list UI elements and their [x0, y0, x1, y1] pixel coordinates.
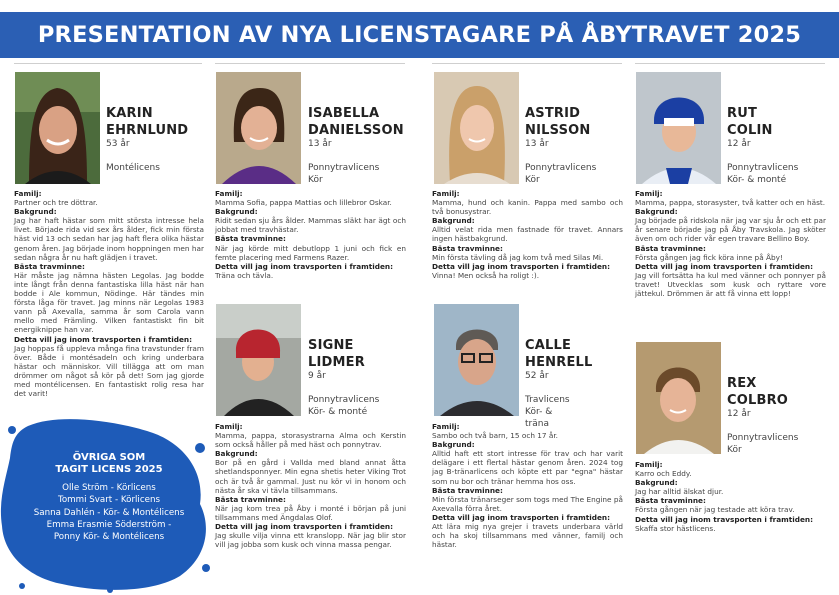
person-bio: Familj: Karro och Eddy. Bakgrund: Jag har alltid älskat djur. Bästa travminne: Första gången när jag testade att köra trav. Detta vill jag inom travsporten i framtiden: Skaffa stor hästlicens.	[635, 460, 814, 533]
list-item: Emma Erasmie Söderström -	[46, 519, 172, 530]
header-banner	[0, 12, 839, 58]
person-name: ISABELLA DANIELSSON	[308, 106, 404, 138]
portrait-photo	[434, 304, 519, 416]
person-info: 53 år Montélicens	[106, 139, 160, 173]
others-title: TAGIT LICENS 2025	[55, 464, 163, 475]
person-name: CALLE HENRELL	[525, 338, 593, 370]
person-info: 12 år Ponnytravlicens Kör	[727, 409, 799, 455]
column-divider	[14, 63, 202, 64]
person-bio: Familj: Mamma, hund och kanin. Pappa med sambo och två bonusystrar. Bakgrund: Alltid velat rida men fastnade för travet. Annars ingen hästbakgrund. Bästa travminne: Min första tävling då jag kom två med Silas Mi. Detta vill jag inom travsporten i framtiden: Vinna! Men också ha roligt :).	[432, 189, 623, 280]
portrait-photo	[636, 72, 721, 184]
portrait-photo	[216, 72, 301, 184]
person-bio: Familj: Mamma, pappa, storasystrarna Alma och Kerstin som också håller på med häst och ponnytrav. Bakgrund: Bor på en gård i Vallda med bland annat åtta shetlandsponnyer. Min egna shetis heter Viking Trot och är två år gammal. Just nu kör vi in honom och nästa år ska vi tävla tillsammans. Bästa travminne: När jag kom trea på Åby i monté i början på juni tillsammans med Ängdalas Olof. Detta vill jag inom travsporten i framtiden: Jag skulle vilja vinna ett kranslopp. När jag blir stor vill jag jobba som kusk och vinna massa pengar.	[215, 422, 406, 550]
page-title: PRESENTATION AV NYA LICENSTAGARE PÅ ÅBYTRAVET 2025	[37, 22, 802, 48]
column-divider	[215, 63, 405, 64]
others-list	[24, 452, 194, 543]
portrait-photo	[636, 342, 721, 454]
person-info: 9 år Ponnytravlicens Kör- & monté	[308, 371, 380, 417]
person-bio: Familj: Mamma, pappa, storasyster, två katter och en häst. Bakgrund: Jag började på ridskola när jag var sju år och ett par år senare började jag på Åby Travskola. Jag sköter även om och rider vår egen travare Bellino Boy. Bästa travminne: Första gången jag fick köra inne på Åby! Detta vill jag inom travsporten i framtiden: Jag vill fortsätta ha kul med vänner och ponnyer på travet! Utvecklas som kusk och ryttare vore jättekul. Drömmen är att få vinna ett lopp!	[635, 189, 826, 299]
person-bio: Familj: Sambo och två barn, 15 och 17 år. Bakgrund: Alltid haft ett stort intresse för trav och har varit delägare i ett flertal hästar genom åren. 2024 tog jag B-tränarlicens och köpte ett par "egna" hästar som nu bor och tränar hemma hos oss. Bästa travminne: Min första tränarseger som togs med The Engine på Axevalla förra året. Detta vill jag inom travsporten i framtiden: Att lära mig nya grejer i travets underbara värld och ha skoj tillsammans med vänner, familj och hästar.	[432, 422, 623, 550]
person-bio: Familj: Partner och tre döttrar. Bakgrund: Jag har haft hästar som mitt största intresse hela livet. Började rida vid sex års ålder, fick min första häst vid 13 och sedan har jag haft flera olika hästar genom åren. Jag började inom hoppningen men har sedan några år nu haft glädjen i travet. Bästa travminne: Här måste jag nämna hästen Legolas. Jag bodde inte långt från denna fantastiska lilla häst när han bodde i Ale kommun, Nödinge. Här tändes min första låga för travet. Jag minns när Legolas 1983 vann på Axevalla, samma år som Carola vann mello med Främling. Vilken fantastiskt fin bit energiknippe han var. Detta vill jag inom travsporten i framtiden: Jag hoppas få uppleva många fina travstunder fram över. Både i montésadeln och kring underbara hästar och människor. Vill tillägga att om man drömmer om något så kör på det! Som jag gjorde med montélicensen. En fantastiskt rolig resa har det varit!	[14, 189, 204, 399]
list-item: Sanna Dahlén - Kör- & Montélicens	[33, 507, 185, 518]
portrait-photo	[216, 304, 301, 416]
person-bio: Familj: Mamma Sofia, pappa Mattias och lillebror Oskar. Bakgrund: Ridit sedan sju års ålder. Mammas släkt har ägt och jobbat med travhästar. Bästa travminne: När jag körde mitt debutlopp 1 juni och fick en femte placering med Farmens Razer. Detta vill jag inom travsporten i framtiden: Träna och tävla.	[215, 189, 406, 280]
person-name: REX COLBRO	[727, 376, 789, 408]
person-info: 13 år Ponnytravlicens Kör	[308, 139, 380, 185]
portrait-photo	[434, 72, 519, 184]
portrait-photo	[15, 72, 100, 184]
list-item: Ponny Kör- & Montélicens	[53, 532, 165, 543]
person-name: RUT COLIN	[727, 106, 773, 138]
column-divider	[432, 63, 622, 64]
person-name: KARIN EHRNLUND	[106, 106, 189, 138]
others-title: ÖVRIGA SOM	[72, 452, 146, 463]
person-name: ASTRID NILSSON	[525, 106, 591, 138]
person-info: 12 år Ponnytravlicens Kör- & monté	[727, 139, 799, 185]
column-divider	[635, 63, 825, 64]
person-name: SIGNE LIDMER	[308, 338, 365, 370]
person-info: 52 år Travlicens Kör- & träna	[525, 371, 570, 429]
list-item: Olle Ström - Körlicens	[62, 483, 156, 493]
list-item: Tommi Svart - Körlicens	[58, 495, 160, 506]
person-info: 13 år Ponnytravlicens Kör	[525, 139, 597, 185]
